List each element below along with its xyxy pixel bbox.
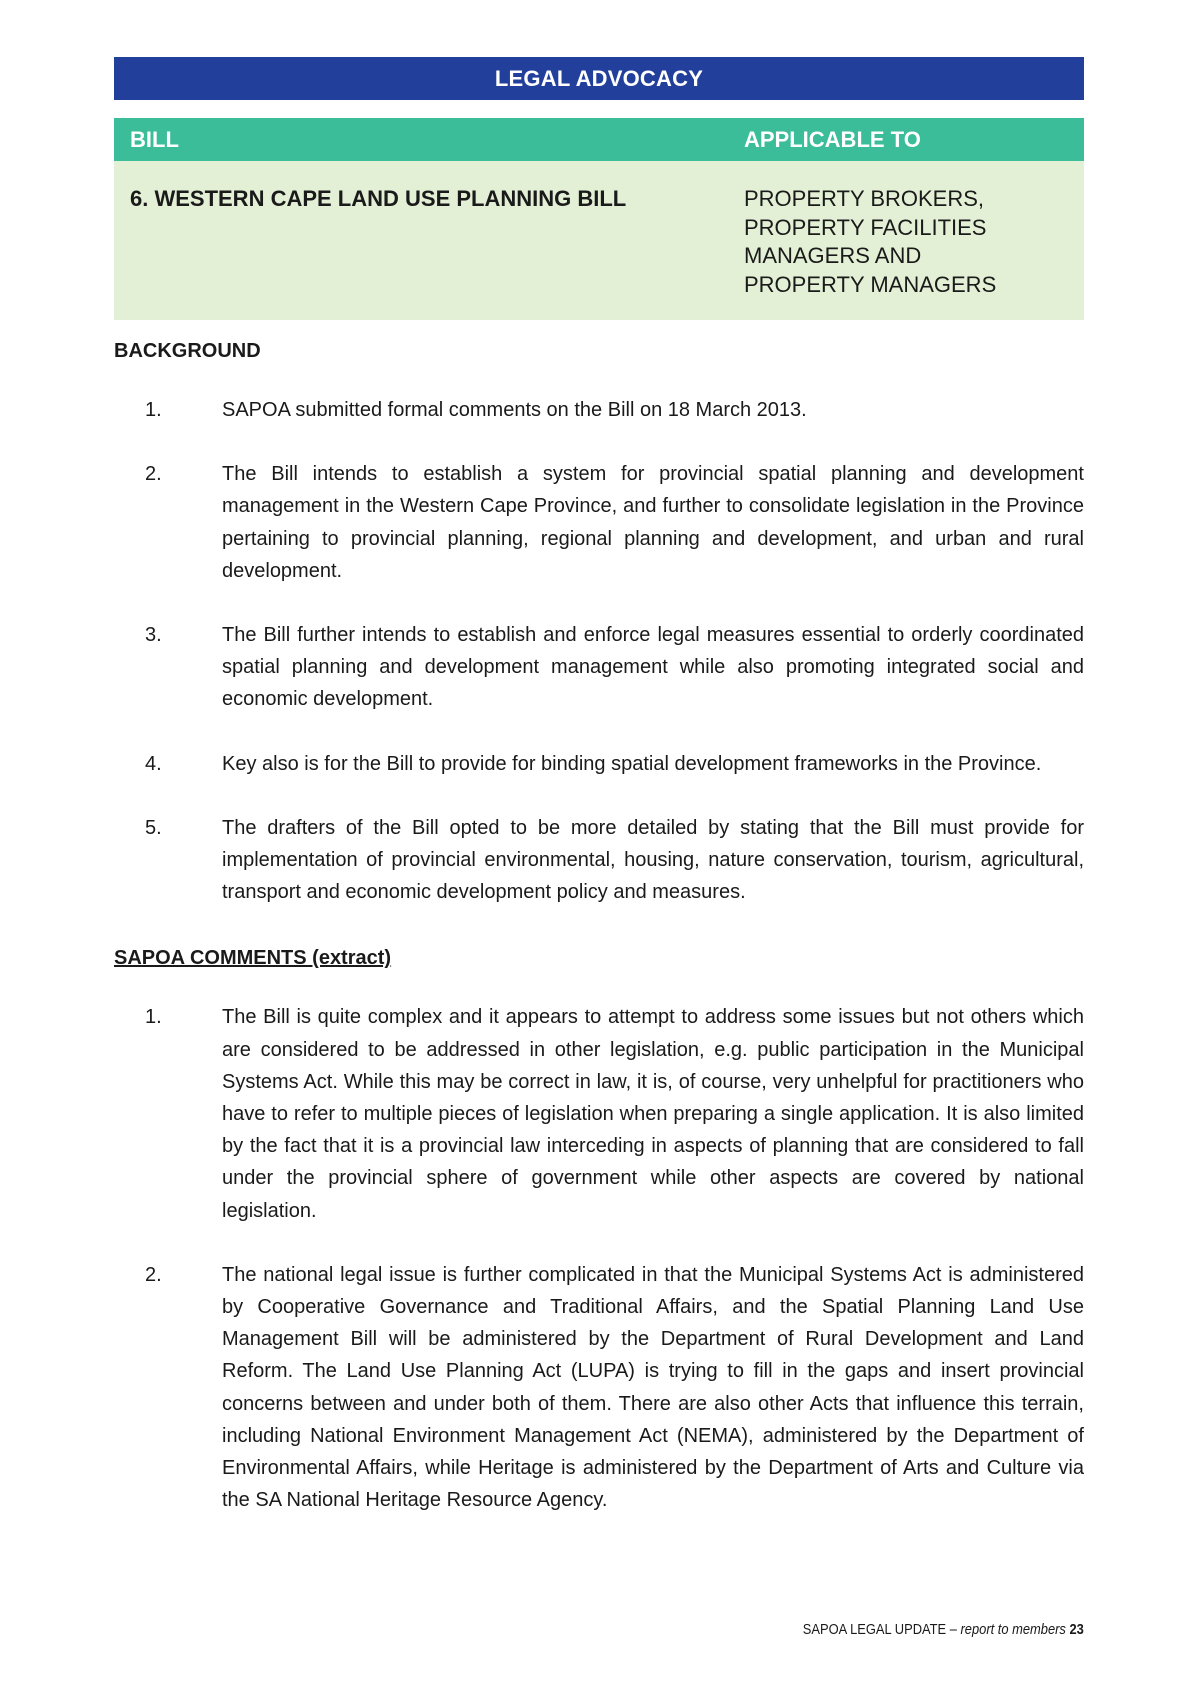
item-text: The Bill is quite complex and it appears to attempt to address some issues but not others which are considered to be addressed in other legislation, e.g. public participation in the Municipal Systems Act. While this may be correct in law, it is, of course, very unhelpful for practitioners who have to refer to multiple pieces of legislation when preparing a single application. It is also limited by the fact that it is a provincial law interceding in aspects of planning that are considered to fall under the provincial sphere of government while other aspects are covered by national legislation. xyxy=(222,1006,1084,1222)
page-footer xyxy=(803,1621,1084,1638)
item-number: 2. xyxy=(145,463,162,486)
list-item xyxy=(114,1001,1084,1226)
applicable-line: PROPERTY FACILITIES xyxy=(744,214,987,240)
page-content xyxy=(114,57,1084,1548)
list-item xyxy=(114,1259,1084,1517)
item-number: 1. xyxy=(145,1006,162,1029)
footer-separator: – xyxy=(946,1621,961,1638)
comments-list xyxy=(114,1001,1084,1516)
publication-subtitle: report to members xyxy=(960,1621,1067,1638)
applicable-line: PROPERTY MANAGERS xyxy=(744,271,997,297)
item-number: 2. xyxy=(145,1263,162,1286)
applicable-column-header: APPLICABLE TO xyxy=(744,126,921,152)
applicable-line: PROPERTY BROKERS, xyxy=(744,186,985,211)
table-row xyxy=(114,161,1084,320)
item-text: Key also is for the Bill to provide for binding spatial development frameworks in the Province. xyxy=(222,752,1042,775)
item-number: 1. xyxy=(145,399,162,421)
background-list xyxy=(114,394,1084,908)
item-text: The drafters of the Bill opted to be more detailed by stating that the Bill must provide for implementation of provincial environmental, housing, nature conservation, tourism, agricultural, transport and economic development policy and measures. xyxy=(222,816,1084,904)
list-item xyxy=(114,812,1084,909)
applicable-to xyxy=(744,185,1084,320)
list-item xyxy=(114,394,1084,426)
section-banner: LEGAL ADVOCACY xyxy=(114,57,1084,100)
bill-name: 6. WESTERN CAPE LAND USE PLANNING BILL xyxy=(130,186,627,211)
applicable-line: MANAGERS AND xyxy=(744,243,922,268)
publication-name: SAPOA LEGAL UPDATE xyxy=(802,1621,947,1638)
list-item xyxy=(114,458,1084,587)
list-item xyxy=(114,619,1084,716)
item-text: The Bill further intends to establish and enforce legal measures essential to orderly coordinated spatial planning and development management while also promoting integrated social and economic development. xyxy=(222,624,1084,711)
item-text: The Bill intends to establish a system for provincial spatial planning and development management in the Western Cape Province, and further to consolidate legislation in the Province pertaining to provincial planning, regional planning and development, and urban and rural development. xyxy=(222,463,1084,582)
list-item xyxy=(114,748,1084,780)
item-number: 4. xyxy=(145,752,162,775)
item-number: 5. xyxy=(145,816,162,839)
table-header xyxy=(114,118,1084,161)
page-number: 23 xyxy=(1069,1621,1084,1638)
background-heading: BACKGROUND xyxy=(114,340,261,362)
comments-heading: SAPOA COMMENTS (extract) xyxy=(114,947,392,970)
item-text: The national legal issue is further complicated in that the Municipal Systems Act is administered by Cooperative Governance and Traditional Affairs, and the Spatial Planning Land Use Management Bill will be administered by the Department of Rural Development and Land Reform. The Land Use Planning Act (LUPA) is trying to fill in the gaps and insert provincial concerns between and under both of them. There are also other Acts that influence this terrain, including National Environment Management Act (NEMA), administered by the Department of Environmental Affairs, while Heritage is administered by the Department of Arts and Culture via the SA National Heritage Resource Agency. xyxy=(222,1263,1084,1512)
item-number: 3. xyxy=(145,624,162,647)
item-text: SAPOA submitted formal comments on the Bill on 18 March 2013. xyxy=(222,399,807,421)
bill-column-header: BILL xyxy=(130,126,179,152)
